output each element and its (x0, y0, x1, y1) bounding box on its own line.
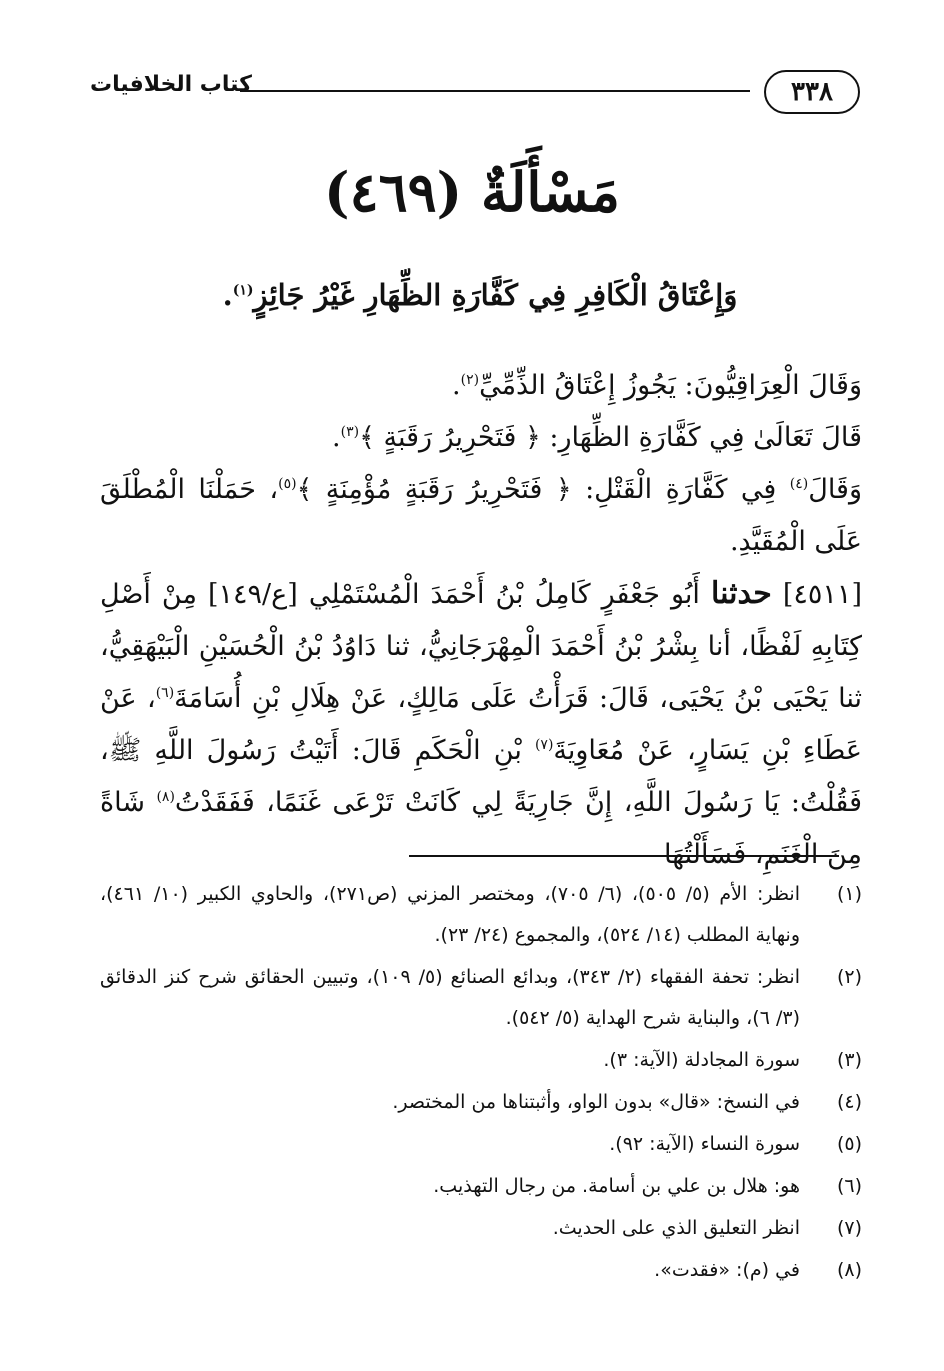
issue-subject-text: وَإِعْتَاقُ الْكَافِرِ فِي كَفَّارَةِ الظِّهَارِ غَيْرُ جَائِزٍ (253, 278, 738, 312)
footnote-marker: (٧) (534, 737, 554, 753)
footnote-marker: (٥) (278, 476, 297, 492)
hadith-text: بْنِ الْحَكَمِ قَالَ: أَتَيْتُ رَسُولَ اللَّهِ ﷺ، فَقُلْتُ: يَا رَسُولَ اللَّهِ، إِنَّ جَارِيَةً لِي كَانَتْ تَرْعَى غَنَمًا، فَفَقَدْتُ (100, 735, 862, 818)
footnote-number: (٦) (836, 1175, 862, 1197)
footnote-marker: (٢) (460, 372, 480, 388)
footnote-text: انظر التعليق الذي على الحديث. (552, 1217, 800, 1239)
paragraph-text: وَقَالَ الْعِرَاقِيُّونَ: يَجُوزُ إِعْتَاقُ الذِّمِّيِّ (479, 370, 862, 401)
issue-title: مَسْأَلَةٌ (٤٦٩) (324, 160, 620, 224)
hadith-text: أَبُو جَعْفَرٍ كَامِلُ بْنُ أَحْمَدَ الْمُسْتَمْلِي [ع/١٤٩] مِنْ أَصْلِ كِتَابِهِ لَفْظًا، أنا بِشْرُ بْنُ أَحْمَدَ الْمِهْرَجَانِيُّ، ثنا دَاوُدُ بْنُ الْحُسَيْنِ الْبَيْهَقِيُّ، ثنا يَحْيَى بْنُ يَحْيَى، قَالَ: قَرَأْتُ عَلَى مَالِكٍ، عَنْ هِلَالِ بْنِ أُسَامَةَ (100, 579, 862, 714)
footnote-text: في (م): «فقدت». (654, 1259, 800, 1281)
footnote (100, 1082, 862, 1123)
paragraph (100, 464, 862, 568)
footnote-number: (٨) (836, 1259, 862, 1281)
paragraph-text: وَقَالَ (808, 474, 862, 505)
hadith-text: ، عَنْ عَطَاءِ بْنِ يَسَارٍ، عَنْ مُعَاوِيَةَ (100, 683, 862, 766)
hadith-paragraph (100, 568, 862, 881)
footnote-text: انظر: تحفة الفقهاء (٢/ ٣٤٣)، وبدائع الصنائع (٥/ ١٠٩)، وتبيين الحقائق شرح كنز الدقائق (٣/ ٦)، والبناية شرح الهداية (٥/ ٥٤٢). (100, 966, 800, 1029)
footnote (100, 1208, 862, 1249)
footnote-number: (٧) (836, 1217, 862, 1239)
footnote (100, 874, 862, 956)
footnote (100, 1124, 862, 1165)
footnote (100, 1040, 862, 1081)
header-rule (240, 90, 750, 92)
footnote-text: هو: هلال بن علي بن أسامة. من رجال التهذيب. (433, 1175, 800, 1197)
footnote-number: (١) (836, 883, 862, 905)
footnote (100, 1166, 862, 1207)
footnote-number: (٢) (836, 966, 862, 988)
issue-subject: وَإِعْتَاقُ الْكَافِرِ فِي كَفَّارَةِ الظِّهَارِ غَيْرُ جَائِزٍ$^{(١)}$. (222, 278, 738, 312)
footnote-text: سورة المجادلة (الآية: ٣). (603, 1049, 800, 1071)
footnote-text: انظر: الأم (٥/ ٥٠٥)، (٦/ ٧٠٥)، ومختصر المزني (ص٢٧١)، والحاوي الكبير (١٠/ ٤٦١)، ونهاية المطلب (١٤/ ٥٢٤)، والمجموع (٢٤/ ٢٣). (100, 883, 800, 946)
haddathana-word: حدثنا (710, 576, 772, 611)
hadith-text: شَاةً مِنَ الْغَنَمِ، فَسَأَلْتُهَا (100, 787, 862, 870)
paragraph: قَالَ تَعَالَىٰ فِي كَفَّارَةِ الظِّهَارِ: ﴿ فَتَحْرِيرُ رَقَبَةٍ ﴾$^{(٣)}$. (332, 422, 862, 453)
footnote (100, 1250, 862, 1291)
paragraph: وَقَالَ الْعِرَاقِيُّونَ: يَجُوزُ إِعْتَاقُ الذِّمِّيِّ$^{(٢)}$. (452, 370, 862, 401)
footnote-number: (٤) (836, 1091, 862, 1113)
footnote-number: (٣) (836, 1049, 862, 1071)
book-title: كتاب الخلافيات (90, 72, 252, 97)
paragraph-text: فِي كَفَّارَةِ الْقَتْلِ: ﴿ فَتَحْرِيرُ رَقَبَةٍ مُؤْمِنَةٍ ﴾ (296, 474, 777, 505)
paragraph-text: قَالَ تَعَالَىٰ فِي كَفَّارَةِ الظِّهَارِ: ﴿ فَتَحْرِيرُ رَقَبَةٍ ﴾ (359, 422, 862, 453)
footnote (100, 957, 862, 1039)
footnote-text: في النسخ: «قال» بدون الواو، وأثبتناها من المختصر. (392, 1091, 800, 1113)
page-header (90, 62, 860, 122)
footnote-marker: (٣) (340, 424, 360, 440)
footnote-separator (409, 855, 839, 857)
paragraph-text: ، حَمَلْنَا الْمُطْلَقَ عَلَى الْمُقَيَّدِ. (100, 474, 862, 557)
footnote-text: سورة النساء (الآية: ٩٢). (609, 1133, 800, 1155)
footnote-marker: (٨) (156, 789, 175, 805)
footnotes (100, 874, 862, 1292)
footnote-marker: (١) (232, 282, 254, 299)
main-text (100, 360, 862, 881)
page-number: ٣٣٨ (764, 70, 860, 114)
footnote-marker: (٤) (789, 476, 809, 492)
footnote-marker: (٦) (155, 685, 175, 701)
footnote-number: (٥) (836, 1133, 862, 1155)
hadith-number: [٤٥١١] (782, 579, 862, 610)
